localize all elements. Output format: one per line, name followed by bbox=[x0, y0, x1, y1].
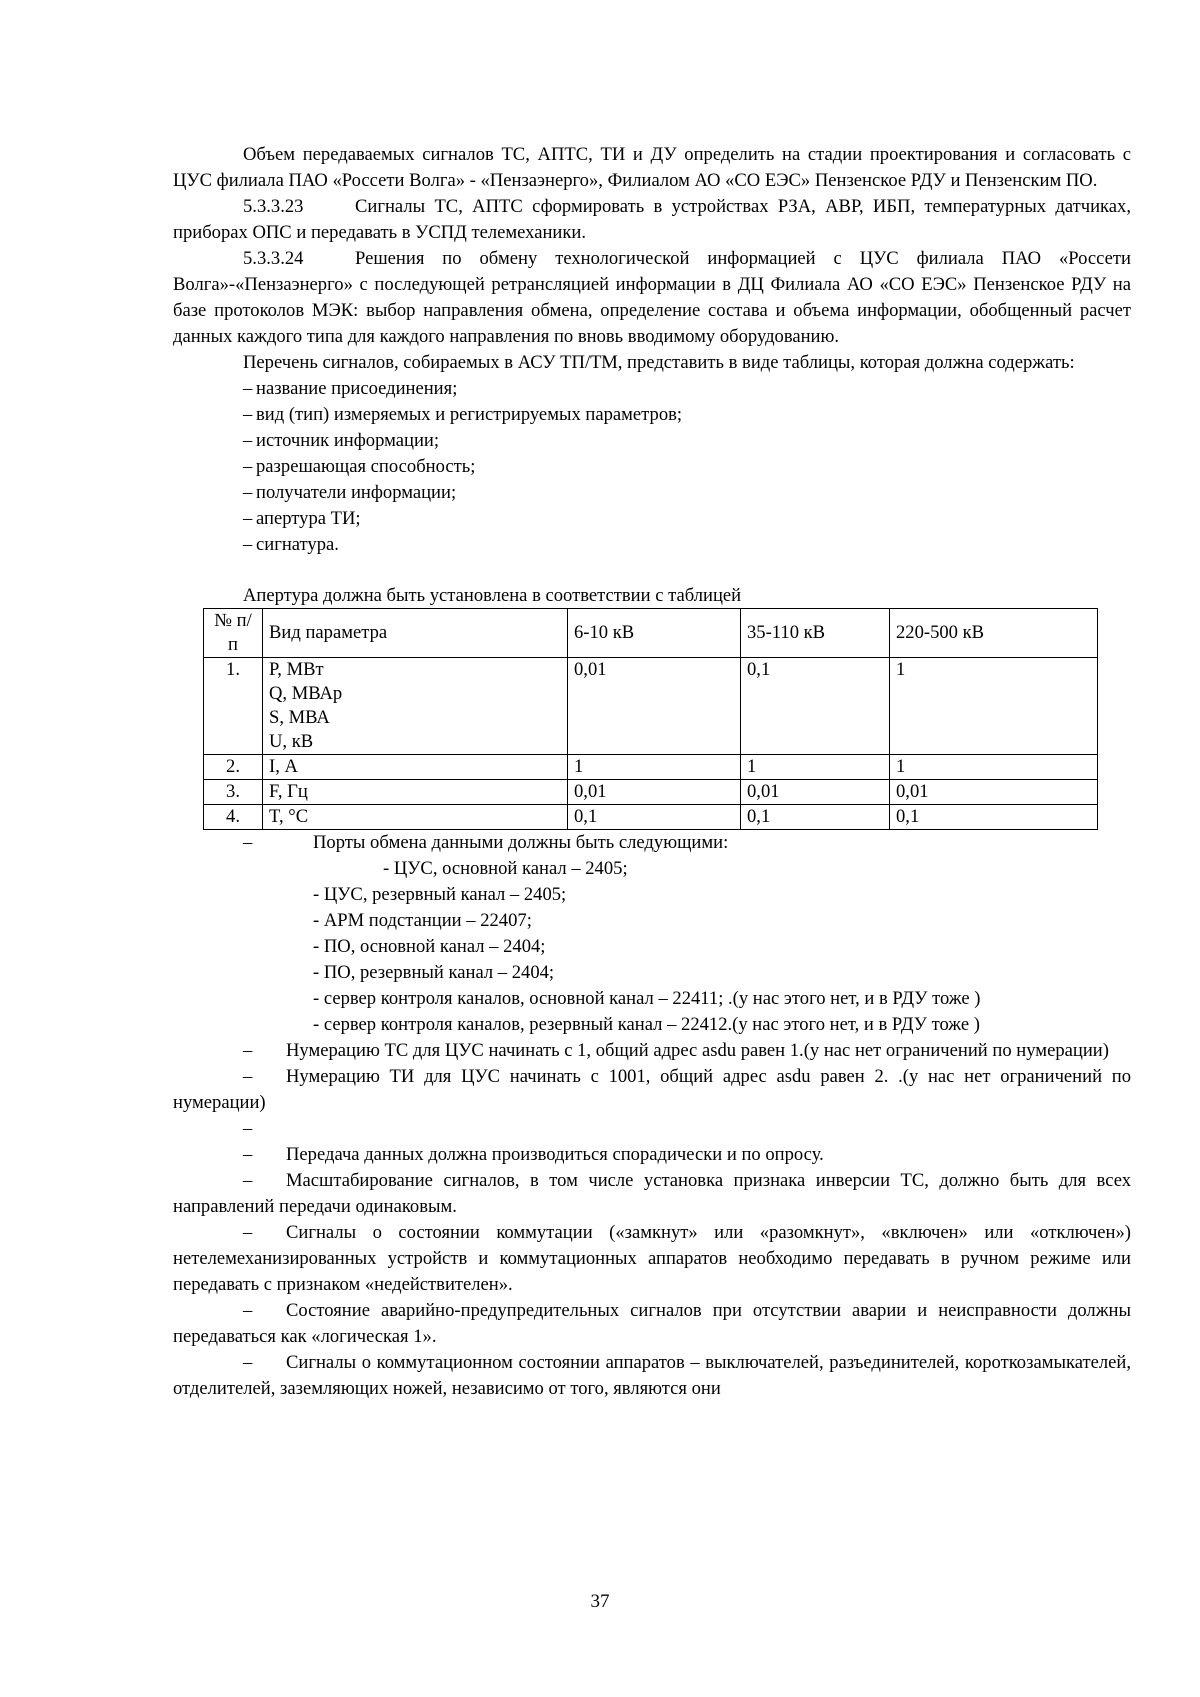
body-text bbox=[173, 142, 1131, 1402]
header-cell-6-10kv: 6-10 кВ bbox=[568, 609, 741, 658]
requirement-paragraph: – Передача данных должна производиться спорадически и по опросу. bbox=[243, 1144, 824, 1165]
list-item: – апертура ТИ; bbox=[243, 508, 361, 529]
header-cell-number: № п/п bbox=[204, 609, 263, 658]
intro-paragraph: Объем передаваемых сигналов ТС, АПТС, ТИ и ДУ определить на стадии проектирования и согласовать с ЦУС филиала ПАО «Россети Волга» - «Пензаэнерго», Филиалом АО «СО ЕЭС» Пензенское РДУ и Пензенским ПО. bbox=[173, 144, 1131, 191]
list-item: - сервер контроля каналов, основной канал – 22411; .(у нас этого нет, и в РДУ тоже ) bbox=[313, 988, 981, 1009]
signals-list bbox=[173, 376, 1131, 558]
requirement-paragraph: – Масштабирование сигналов, в том числе установка признака инверсии ТС, должно быть для всех направлений передачи одинаковым. bbox=[173, 1170, 1131, 1217]
list-item: – название присоединения; bbox=[243, 378, 458, 399]
header-cell-35-110kv: 35-110 кВ bbox=[741, 609, 890, 658]
list-item: - ПО, основной канал – 2404; bbox=[313, 936, 546, 957]
clause-text: Решения по обмену технологической информацией с ЦУС филиала ПАО «Россети Волга»-«Пензаэнерго» с последующей ретрансляцией информации в ДЦ Филиала АО «СО ЕЭС» Пензенское РДУ на базе протоколов МЭК: выбор направления обмена, определение состава и объема информации, обобщенный расчет данных каждого типа для каждого направления по вновь вводимому оборудованию. bbox=[173, 248, 1131, 347]
table-row: 2. I, А 1 1 1 bbox=[204, 755, 1098, 780]
list-item: - АРМ подстанции – 22407; bbox=[313, 910, 532, 931]
clause-number: 5.3.3.24 bbox=[243, 248, 304, 269]
requirement-paragraph: – Нумерацию ТИ для ЦУС начинать с 1001, общий адрес asdu равен 2. .(у нас нет ограничений по нумерации) bbox=[173, 1066, 1131, 1113]
ports-list bbox=[173, 830, 1131, 1038]
clause-text: Сигналы ТС, АПТС сформировать в устройствах РЗА, АВР, ИБП, температурных датчиках, приборах ОПС и передавать в УСПД телемеханики. bbox=[173, 196, 1131, 243]
clause-5-3-3-23 bbox=[173, 194, 1131, 246]
page-number: 37 bbox=[590, 1591, 610, 1612]
requirement-paragraph: – Состояние аварийно-предупредительных сигналов при отсутствии аварии и неисправности должны передаваться как «логическая 1». bbox=[173, 1300, 1131, 1347]
list-item: - ПО, резервный канал – 2404; bbox=[313, 962, 555, 983]
header-cell-220-500kv: 220-500 кВ bbox=[890, 609, 1098, 658]
list-item: - сервер контроля каналов, резервный канал – 22412.(у нас этого нет, и в РДУ тоже ) bbox=[313, 1014, 980, 1035]
list-item: – разрешающая способность; bbox=[243, 456, 476, 477]
clause-5-3-3-24 bbox=[173, 246, 1131, 350]
list-item: – источник информации; bbox=[243, 430, 440, 451]
list-item: - ЦУС, резервный канал – 2405; bbox=[313, 884, 567, 905]
aperture-table bbox=[203, 608, 1098, 830]
requirement-paragraph: – Нумерацию ТС для ЦУС начинать с 1, общий адрес asdu равен 1.(у нас нет ограничений по нумерации) bbox=[243, 1040, 1109, 1061]
signals-list-intro: Перечень сигналов, собираемых в АСУ ТП/ТМ, представить в виде таблицы, которая должна содержать: bbox=[243, 352, 1075, 373]
table-row: 1. P, МВт Q, МВАр S, МВА U, кВ 0,01 0,1 1 bbox=[204, 658, 1098, 755]
list-item: – получатели информации; bbox=[243, 482, 457, 503]
table-row: 4. T, °С 0,1 0,1 0,1 bbox=[204, 805, 1098, 830]
clause-number: 5.3.3.23 bbox=[243, 196, 304, 217]
table-row: 3. F, Гц 0,01 0,01 0,01 bbox=[204, 780, 1098, 805]
list-item: - ЦУС, основной канал – 2405; bbox=[383, 858, 628, 879]
header-cell-parameter: Вид параметра bbox=[263, 609, 568, 658]
table-caption: Апертура должна быть установлена в соответствии с таблицей bbox=[243, 585, 742, 606]
table-header-row bbox=[204, 609, 1098, 658]
list-item: – вид (тип) измеряемых и регистрируемых параметров; bbox=[243, 404, 683, 425]
param-cell: P, МВт Q, МВАр S, МВА U, кВ bbox=[263, 658, 568, 755]
ports-title: – Порты обмена данными должны быть следующими: bbox=[243, 832, 729, 853]
requirement-paragraph: – Сигналы о состоянии коммутации («замкнут» или «разомкнут», «включен» или «отключен») нетелемеханизированных устройств и коммутационных аппаратов необходимо передавать в ручном режиме или передавать с признаком «недействителен». bbox=[173, 1222, 1131, 1295]
requirement-paragraph: – bbox=[243, 1118, 253, 1139]
list-item: – сигнатура. bbox=[243, 534, 339, 555]
requirement-paragraph: – Сигналы о коммутационном состоянии аппаратов – выключателей, разъединителей, короткозамыкателей, отделителей, заземляющих ножей, независимо от того, являются они bbox=[173, 1352, 1131, 1399]
